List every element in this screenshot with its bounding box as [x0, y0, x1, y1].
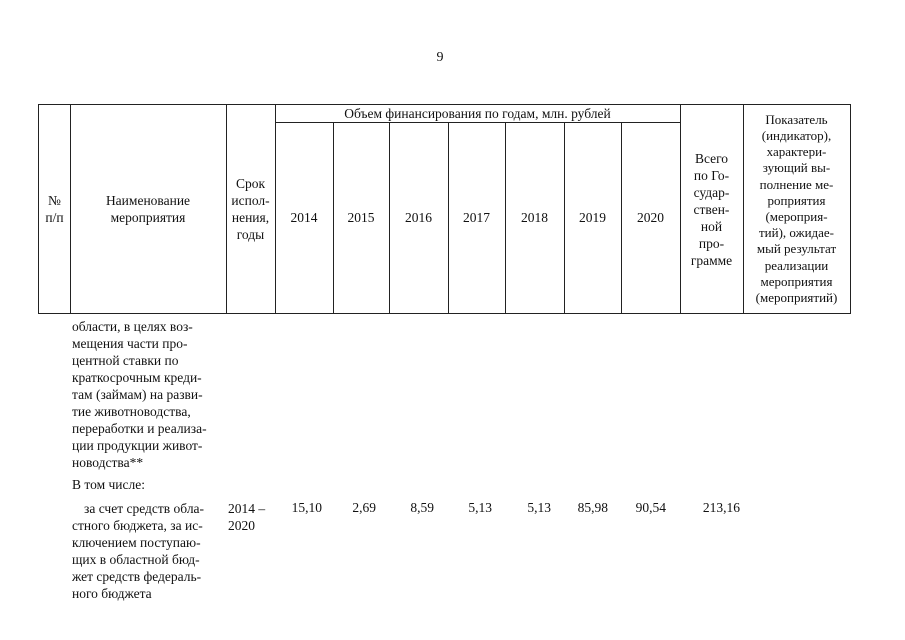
- sub-item-name: за счет средств обла- стного бюджета, за ис- ключением поступаю- щих в областной бюд- жет средств федераль- ного бюджета: [72, 501, 205, 601]
- measure-continuation-text: области, в целях воз- мещения части про- центной ставки по краткосрочным креди- там (займам) на разви- тие животноводства, переработки и реализа- ции продукции живот- новодства**: [72, 319, 207, 470]
- value-2018: 5,13: [527, 500, 551, 515]
- value-2017: 5,13: [468, 500, 492, 515]
- header-year: 2014: [290, 210, 318, 225]
- header-funding-title: Объем финансирования по годам, млн. рублей: [344, 106, 611, 121]
- sub-item-term: 2014 – 2020: [228, 501, 266, 533]
- header-no: № п/п: [45, 193, 64, 225]
- header-indicator: Показатель (индикатор), характери- зующий вы- полнение ме- роприятия (мероприя- тий), ожидае- мый результат реализации мероприятия (мероприятий): [755, 111, 838, 306]
- value-2019: 85,98: [577, 500, 608, 515]
- header-total: Всего по Го- судар- ствен- ной про- грамме: [690, 150, 733, 268]
- value-2016: 8,59: [410, 500, 434, 515]
- header-year: 2017: [463, 210, 490, 225]
- header-term: Срок испол- нения, годы: [231, 176, 270, 242]
- value-2014: 15,10: [291, 500, 322, 515]
- table-header: [38, 104, 851, 314]
- header-year: 2018: [521, 210, 548, 225]
- value-2015: 2,69: [352, 500, 376, 515]
- header-year: 2020: [637, 210, 664, 225]
- header-year: 2016: [405, 210, 432, 225]
- page-number: 9: [436, 50, 444, 65]
- header-name: Наименование мероприятия: [105, 193, 191, 225]
- header-year: 2015: [347, 210, 375, 225]
- value-2020: 90,54: [635, 500, 666, 515]
- header-year: 2019: [579, 210, 606, 225]
- value-total: 213,16: [702, 500, 740, 515]
- including-label: В том числе:: [72, 477, 145, 492]
